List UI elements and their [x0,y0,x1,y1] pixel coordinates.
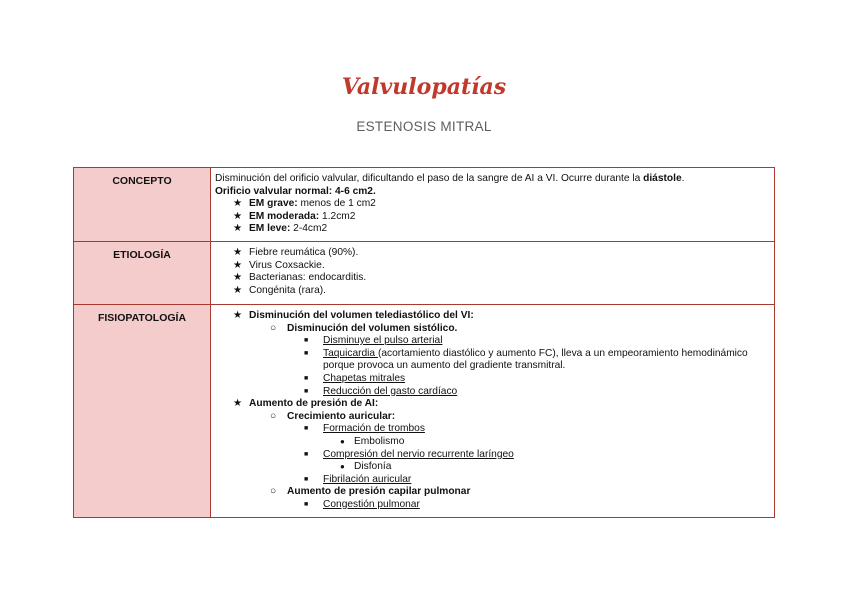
row-label-concepto: CONCEPTO [74,168,211,242]
square-bullet-icon: ■ [304,387,309,395]
row-label-fisiopatologia: FISIOPATOLOGÍA [74,305,211,518]
list-item: ■ Taquicardia (acortamiento diastólico y aumento FC), lleva a un empeoramiento hemodinámico porque provoca un aumento del gradiente transmitral. [304,347,748,372]
star-icon: ★ [233,284,243,296]
row-content-etiologia [211,242,775,305]
star-icon: ★ [233,272,243,284]
table-row [74,168,775,242]
list-item: ■ Formación de trombos [304,423,425,435]
list-item: ★ Congénita (rara). [233,284,327,296]
list-item: ★ Disminución del volumen telediastólico del VI: [233,310,474,321]
circle-bullet-icon: ○ [270,322,277,334]
square-bullet-icon: ■ [304,425,309,433]
list-item: ■ Disminuye el pulso arterial [304,335,443,347]
star-icon: ★ [233,247,243,258]
table-row [74,305,775,518]
square-bullet-icon: ■ [304,349,309,357]
star-icon: ★ [233,398,243,410]
page-subtitle: ESTENOSIS MITRAL [356,119,492,134]
list-item: ○ Disminución del volumen sistólico. [270,322,458,334]
list-item: ★ EM moderada: 1.2cm2 [233,210,356,222]
star-icon: ★ [233,310,243,321]
circle-bullet-icon: ○ [270,410,277,422]
list-item: ● Embolismo [340,435,405,447]
star-icon: ★ [233,259,243,271]
list-item: ■ Congestión pulmonar [304,498,420,510]
row-content-concepto [211,168,775,242]
list-item: ■ Fibrilación auricular [304,473,412,485]
square-bullet-icon: ■ [304,475,309,483]
list-item: ● Disfonía [340,461,392,473]
list-item: ■ Compresión del nervio recurrente laríngeo [304,448,514,460]
dot-bullet-icon: ● [340,462,345,472]
list-item: ★ EM leve: 2-4cm2 [233,223,328,235]
list-item: ★ Aumento de presión de AI: [233,398,379,410]
dot-bullet-icon: ● [340,436,345,446]
list-item: ○ Crecimiento auricular: [270,410,396,422]
summary-table [73,167,775,518]
list-item: ★ Fiebre reumática (90%). [233,247,359,258]
square-bullet-icon: ■ [304,337,309,345]
star-icon: ★ [233,198,243,210]
list-item: ★ Virus Coxsackie. [233,259,325,271]
star-icon: ★ [233,223,243,235]
list-item: ■ Reducción del gasto cardíaco [304,385,458,397]
row-label-etiologia: ETIOLOGÍA [74,242,211,305]
concepto-normal: Orificio valvular normal: 4-6 cm2. [215,185,376,197]
square-bullet-icon: ■ [304,500,309,508]
list-item: ★ Bacterianas: endocarditis. [233,272,367,284]
list-item: ■ Chapetas mitrales [304,372,406,384]
page-title: Valvulopatías [341,74,507,100]
circle-bullet-icon: ○ [270,486,277,498]
square-bullet-icon: ■ [304,374,309,382]
list-item: ★ EM grave: menos de 1 cm2 [233,198,376,210]
star-icon: ★ [233,210,243,222]
list-item: ○ Aumento de presión capilar pulmonar [270,486,471,498]
concepto-intro: Disminución del orificio valvular, dificultando el paso de la sangre de AI a VI. Ocurre durante la diástole. [215,173,685,184]
table-row [74,242,775,305]
square-bullet-icon: ■ [304,450,309,458]
row-content-fisiopatologia [211,305,775,518]
